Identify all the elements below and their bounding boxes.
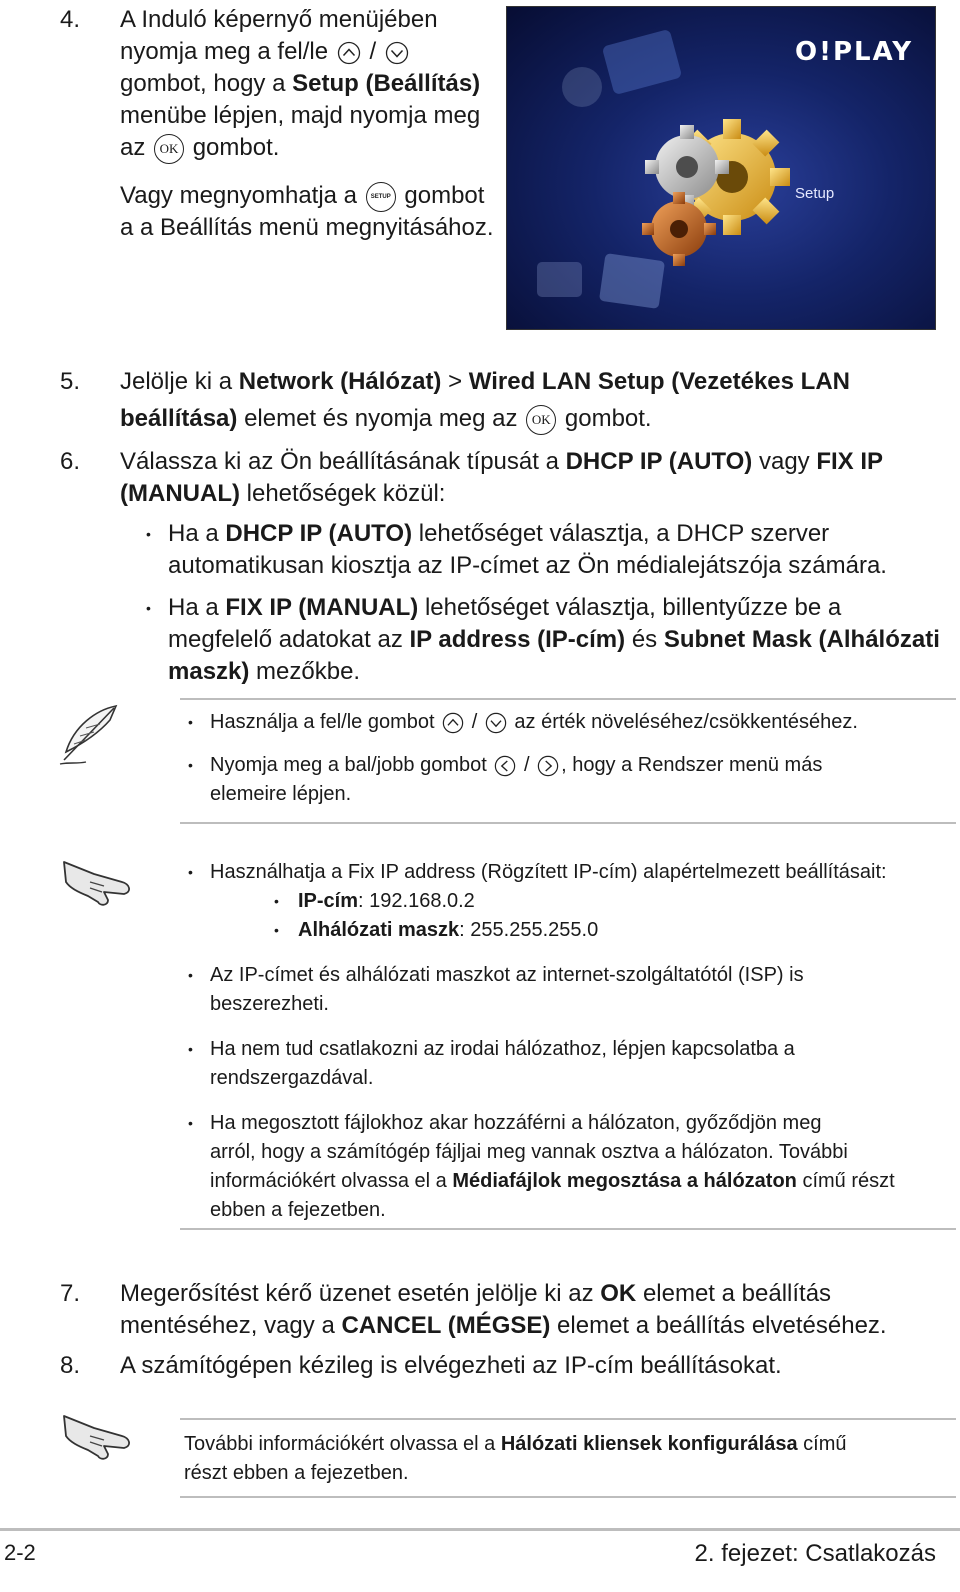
page-number: 2-2: [4, 1540, 36, 1565]
step-number: 5.: [60, 368, 81, 395]
note1-list: [182, 708, 942, 809]
setup-button-icon: SETUP: [366, 182, 396, 212]
ok-button-icon: OK: [526, 405, 556, 435]
divider: [180, 1228, 956, 1230]
note3-text: További információkért olvassa el a Hálózati kliensek konfigurálása című részt ebben a fejezetben.: [184, 1433, 847, 1484]
down-button-icon: [485, 712, 507, 734]
list-item: • Nyomja meg a bal/jobb gombot / , hogy a Rendszer menü más elemeire lépjen.: [182, 751, 942, 809]
step4-line2: nyomja meg a fel/le: [120, 38, 329, 65]
down-button-icon: [385, 41, 409, 65]
step-number: 4.: [60, 6, 81, 33]
oplay-logo: O!PLAY: [795, 37, 914, 67]
divider: [180, 1418, 956, 1420]
oplay-setup-screenshot: [506, 6, 936, 330]
list-item: • Használja a fel/le gombot / az érték növeléséhez/csökkentéséhez.: [182, 708, 942, 737]
step-number: 8.: [60, 1352, 81, 1379]
step5-text: Jelölje ki a Network (Hálózat) > Wired LAN Setup (Vezetékes LAN beállítása) elemet és nyomja meg az OK gombot.: [120, 366, 920, 435]
divider: [180, 698, 956, 700]
step7-text: Megerősítést kérő üzenet esetén jelölje ki az OK elemet a beállítás mentéséhez, vagy a CANCEL (MÉGSE) elemet a beállítás elvetéséhez.: [120, 1280, 887, 1339]
default-values-list: [270, 887, 952, 945]
step6-text: Válassza ki az Ön beállításának típusát a DHCP IP (AUTO) vagy FIX IP (MANUAL) lehetőségek közül:: [120, 448, 884, 507]
divider: [180, 822, 956, 824]
feather-note-icon: [56, 702, 122, 768]
note2-list: [182, 858, 952, 1225]
ok-button-icon: OK: [154, 134, 184, 164]
chapter-title: 2. fejezet: Csatlakozás: [694, 1540, 936, 1567]
step8-text: A számítógépen kézileg is elvégezheti az IP-cím beállításokat.: [120, 1352, 782, 1379]
footer-rule: [0, 1528, 960, 1531]
setup-menu-item: Setup: [795, 185, 835, 202]
pointing-hand-icon: [60, 1406, 136, 1462]
pointing-hand-icon: [60, 852, 136, 908]
right-button-icon: [537, 755, 559, 777]
step-number: 7.: [60, 1280, 81, 1307]
list-item: • Használhatja a Fix IP address (Rögzített IP-cím) alapértelmezett beállításait: • IP-cím: 192.168.0.2 • Alhálózati maszk: 255.255.255.0: [182, 858, 952, 945]
list-item: • Ha megosztott fájlokhoz akar hozzáférni a hálózaton, győződjön meg arról, hogy a számítógép fájljai meg vannak osztva a hálózaton. További információkért olvassa el a Médiafájlok megosztása a hálózaton című részt ebben a fejezetben.: [182, 1109, 952, 1225]
left-button-icon: [494, 755, 516, 777]
divider: [180, 1496, 956, 1498]
up-button-icon: [442, 712, 464, 734]
list-item: • Alhálózati maszk: 255.255.255.0: [270, 916, 952, 945]
list-item: • IP-cím: 192.168.0.2: [270, 887, 952, 916]
setup-menu-label: Setup (Beállítás): [292, 70, 481, 97]
step4-line1: A Induló képernyő menüjében: [120, 6, 438, 33]
list-item: • Ha nem tud csatlakozni az irodai hálózathoz, lépjen kapcsolatba a rendszergazdával.: [182, 1035, 952, 1093]
list-item: • Ha a DHCP IP (AUTO) lehetőséget választja, a DHCP szerver automatikusan kiosztja az IP-címet az Ön médialejátszója számára.: [140, 518, 950, 582]
up-button-icon: [337, 41, 361, 65]
step-number: 6.: [60, 448, 81, 475]
list-item: • Ha a FIX IP (MANUAL) lehetőséget választja, billentyűzze be a megfelelő adatokat az IP address (IP-cím) és Subnet Mask (Alhálózati maszk) mezőkbe.: [140, 592, 950, 688]
list-item: • Az IP-címet és alhálózati maszkot az internet-szolgáltatótól (ISP) is beszerezheti.: [182, 961, 952, 1019]
step4-text: A Induló képernyő menüjében nyomja meg a fel/le / gombot, hogy a Setup (Beállítás) menübe lépjen, majd nyomja meg az OK gombot. Vagy megnyomhatja a SETUP gombot a a Beállítás menü megnyitásához.: [120, 4, 500, 244]
step6-options-list: [140, 518, 950, 688]
